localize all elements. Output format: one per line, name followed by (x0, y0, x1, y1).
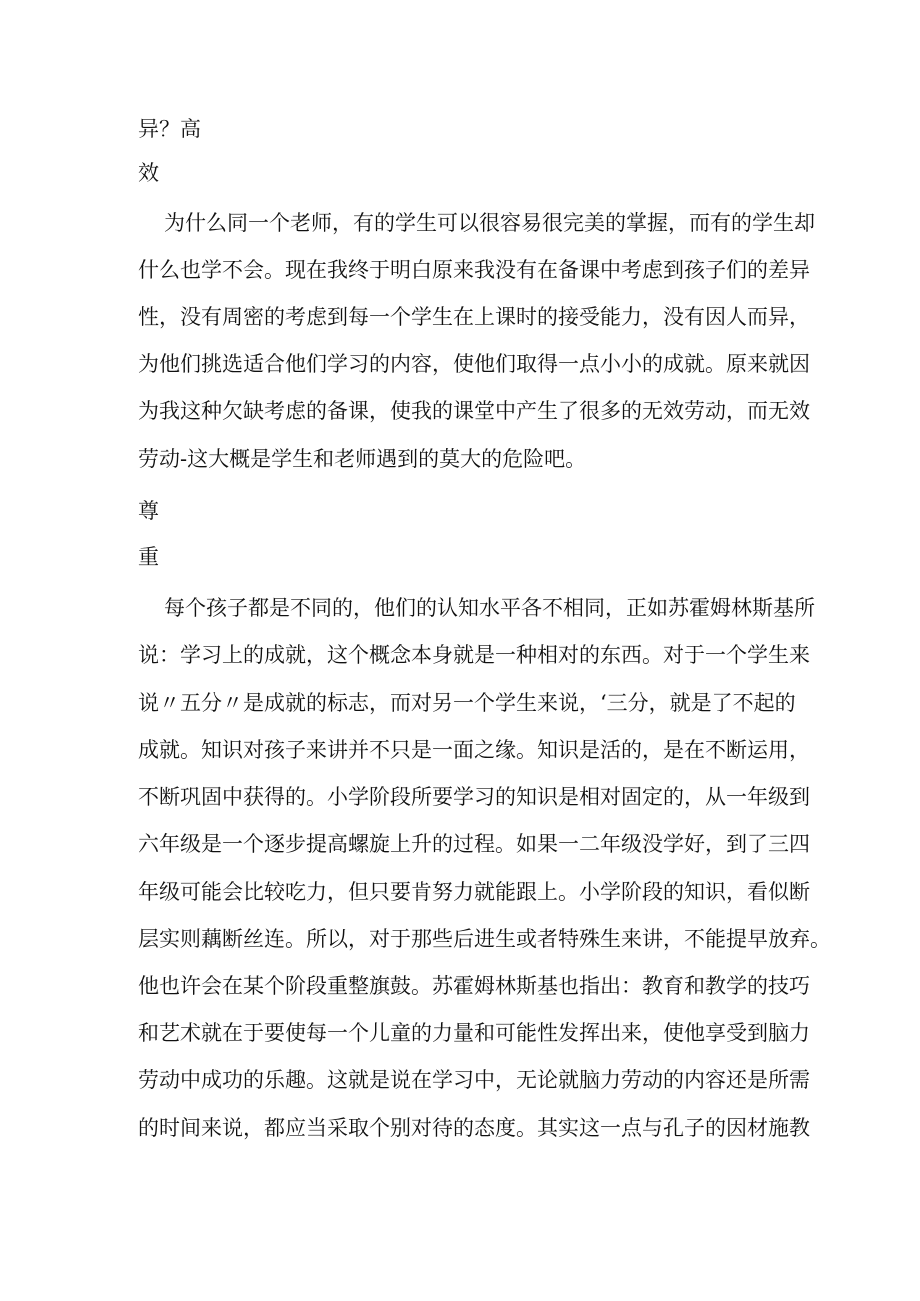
paragraph-1-line-2: 什么也学不会。现在我终于明白原来我没有在备课中考虑到孩子们的差异 (138, 258, 810, 282)
paragraph-2-line-8: 层实则藕断丝连。所以，对于那些后进生或者特殊生来讲，不能提早放弃。 (138, 927, 831, 951)
paragraph-2-line-4: 成就。知识对孩子来讲并不只是一面之缘。知识是活的，是在不断运用， (138, 738, 810, 762)
paragraph-2-line-12: 的时间来说，都应当采取个别对待的态度。其实这一点与孔子的因材施教 (138, 1116, 810, 1140)
paragraph-1-line-1: 为什么同一个老师，有的学生可以很容易很完美的掌握，而有的学生却 (164, 211, 815, 235)
paragraph-2-line-1: 每个孩子都是不同的，他们的认知水平各不相同，正如苏霍姆林斯基所 (164, 596, 815, 620)
paragraph-2-line-11: 劳动中成功的乐趣。这就是说在学习中，无论就脑力劳动的内容还是所需 (138, 1068, 810, 1092)
paragraph-2-line-7: 年级可能会比较吃力，但只要肯努力就能跟上。小学阶段的知识，看似断 (138, 880, 810, 904)
paragraph-2-line-3: 说〃五分〃是成就的标志，而对另一个学生来说，‘三分，就是了不起的 (138, 691, 796, 715)
paragraph-2-line-6: 六年级是一个逐步提高螺旋上升的过程。如果一二年级没学好，到了三四 (138, 832, 810, 856)
paragraph-1-line-4: 为他们挑选适合他们学习的内容，使他们取得一点小小的成就。原来就因 (138, 352, 810, 376)
heading-1-line-1: 异？高 (138, 117, 201, 141)
paragraph-2-line-9: 他也许会在某个阶段重整旗鼓。苏霍姆林斯基也指出：教育和教学的技巧 (138, 974, 810, 998)
paragraph-1-line-6: 劳动-这大概是学生和老师遇到的莫大的危险吧。 (138, 447, 587, 471)
paragraph-2-line-10: 和艺术就在于要使每一个儿童的力量和可能性发挥出来，使他享受到脑力 (138, 1021, 810, 1045)
paragraph-1-line-5: 为我这种欠缺考虑的备课，使我的课堂中产生了很多的无效劳动，而无效 (138, 399, 810, 423)
paragraph-1-line-3: 性，没有周密的考虑到每一个学生在上课时的接受能力，没有因人而异， (138, 305, 810, 329)
heading-1-line-2: 效 (138, 161, 159, 185)
paragraph-2-line-2: 说：学习上的成就，这个概念本身就是一种相对的东西。对于一个学生来 (138, 643, 810, 667)
paragraph-2-line-5: 不断巩固中获得的。小学阶段所要学习的知识是相对固定的，从一年级到 (138, 785, 810, 809)
heading-2-line-2: 重 (138, 545, 159, 569)
heading-2-line-1: 尊 (138, 499, 159, 523)
